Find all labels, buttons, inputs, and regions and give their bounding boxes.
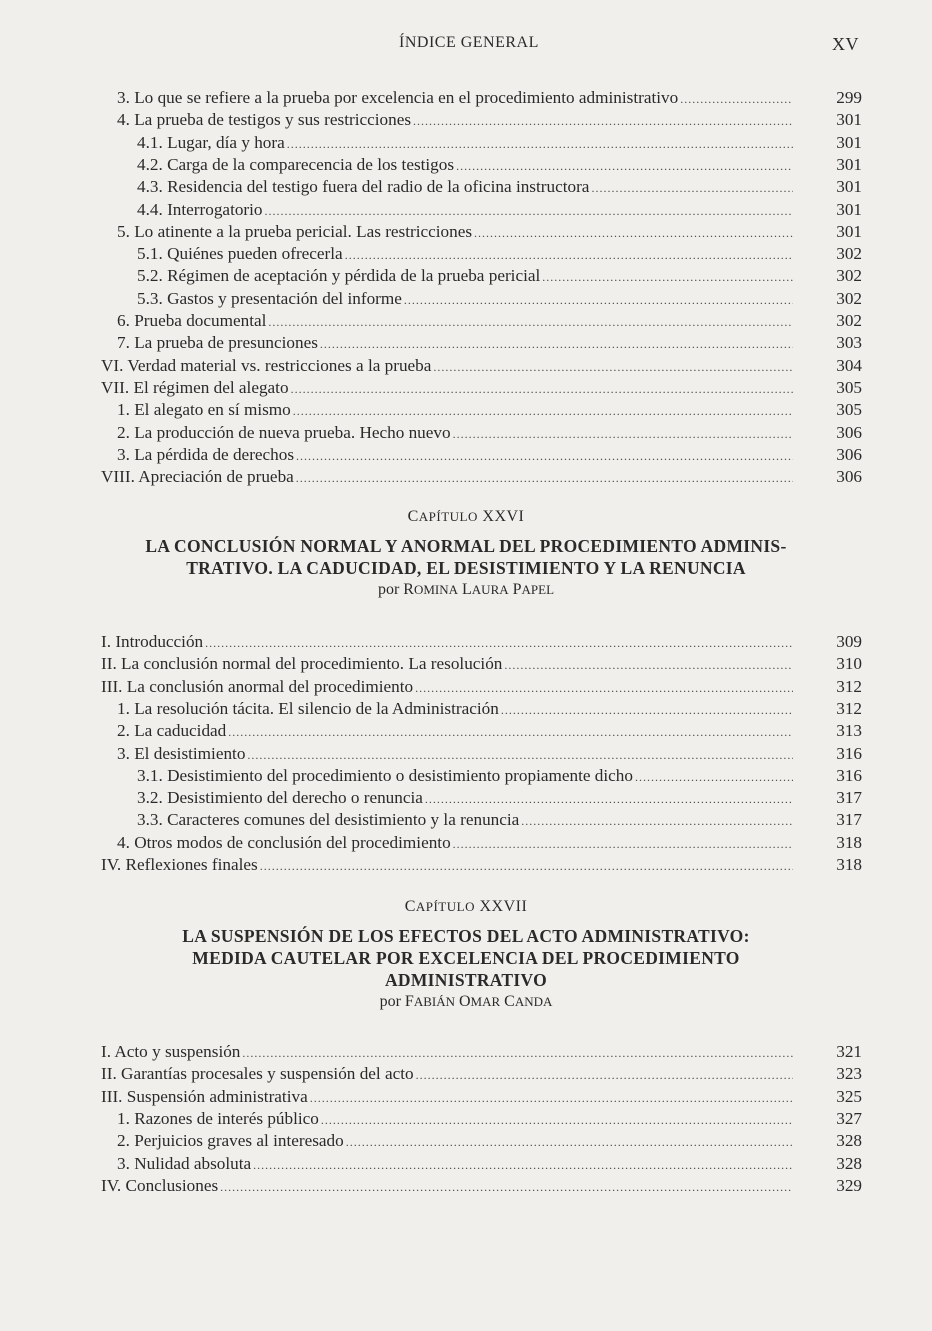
chapter-label: CAPÍTULO XXVII xyxy=(404,898,528,915)
toc-entry-label: 1. El alegato en sí mismo xyxy=(117,400,291,420)
toc-entry xyxy=(101,631,862,653)
toc-entry-page: 325 xyxy=(836,1086,862,1106)
toc-entry-label: IV. Conclusiones xyxy=(101,1175,219,1195)
chapter-author: por ROMINA LAURA PAPEL xyxy=(377,581,555,598)
toc-entry-label: 5.1. Quiénes pueden ofrecerla xyxy=(137,244,343,264)
toc-entry-page: 304 xyxy=(836,355,862,375)
toc-entry-label: 7. La prueba de presunciones xyxy=(117,333,318,353)
toc-entry-label: 4. Otros modos de conclusión del procedimiento xyxy=(117,832,451,852)
chapter-author: por FABIÁN OMAR CANDA xyxy=(379,993,553,1010)
dot-leader xyxy=(453,423,793,445)
toc-entry-label: VIII. Apreciación de prueba xyxy=(101,467,294,487)
toc-entry xyxy=(101,1063,862,1085)
dot-leader xyxy=(501,699,793,721)
dot-leader xyxy=(265,200,793,222)
toc-entry-label: VII. El régimen del alegato xyxy=(101,377,289,397)
toc-entry-page: 301 xyxy=(836,132,862,152)
toc-entry-label: 5.2. Régimen de aceptación y pérdida de la prueba pericial xyxy=(137,266,541,286)
toc-entry-page: 301 xyxy=(836,199,862,219)
toc-entry-label: III. Suspensión administrativa xyxy=(101,1086,308,1106)
toc-entry-label: 4. La prueba de testigos y sus restricciones xyxy=(117,110,412,130)
toc-entry-page: 306 xyxy=(836,422,862,442)
chapter-title: LA SUSPENSIÓN DE LOS EFECTOS DEL ACTO ADMINISTRATIVO: MEDIDA CAUTELAR POR EXCELENCIA DEL PROCEDIMIENTO ADMINISTRATIVO xyxy=(182,926,750,990)
toc-entry xyxy=(137,765,862,787)
toc-entry-page: 327 xyxy=(836,1108,862,1128)
toc-entry-page: 302 xyxy=(836,266,862,286)
toc-entry-label: 3. El desistimiento xyxy=(117,743,246,763)
toc-entry-page: 329 xyxy=(836,1175,862,1195)
dot-leader xyxy=(287,133,793,155)
dot-leader xyxy=(205,632,793,654)
dot-leader xyxy=(220,1176,793,1198)
toc-entry-page: 302 xyxy=(836,311,862,330)
chapter-xxvii-heading xyxy=(0,898,932,1011)
toc-entry-label: 2. Perjuicios graves al interesado xyxy=(117,1131,344,1151)
dot-leader xyxy=(521,810,793,832)
toc-entry xyxy=(137,809,862,831)
toc-entry-page: 301 xyxy=(836,177,862,197)
toc-entry-label: I. Introducción xyxy=(101,632,204,651)
dot-leader xyxy=(247,744,793,766)
toc-entry-page: 301 xyxy=(836,154,862,174)
toc-entry-label: 4.1. Lugar, día y hora xyxy=(137,132,285,152)
dot-leader xyxy=(425,788,793,810)
toc-entry xyxy=(137,154,862,176)
dot-leader xyxy=(260,855,793,877)
toc-entry-label: 4.2. Carga de la comparecencia de los testigos xyxy=(137,154,455,174)
toc-entry-label: 1. La resolución tácita. El silencio de la Administración xyxy=(117,698,499,718)
dot-leader xyxy=(296,467,793,489)
dot-leader xyxy=(680,88,793,110)
toc-entry xyxy=(117,1130,862,1152)
toc-entry-page: 316 xyxy=(836,743,862,763)
toc-entry-label: 3. Nulidad absoluta xyxy=(117,1153,252,1173)
toc-entry-label: 3. La pérdida de derechos xyxy=(117,444,295,464)
dot-leader xyxy=(346,1131,793,1153)
toc-entry-label: 5.3. Gastos y presentación del informe xyxy=(137,288,402,308)
toc-entry-label: VI. Verdad material vs. restricciones a la prueba xyxy=(101,355,432,375)
toc-entry-label: 3.1. Desistimiento del procedimiento o desistimiento propiamente dicho xyxy=(137,765,633,785)
toc-entry-page: 306 xyxy=(836,444,862,464)
toc-entry xyxy=(101,377,862,399)
toc-entry-page: 301 xyxy=(836,221,862,241)
toc-entry-label: 3. Lo que se refiere a la prueba por excelencia en el procedimiento administrativo xyxy=(117,88,679,107)
dot-leader xyxy=(456,155,793,177)
dot-leader xyxy=(591,177,793,199)
toc-entry-label: 3.3. Caracteres comunes del desistimiento y la renuncia xyxy=(137,810,520,830)
toc-entry xyxy=(117,310,862,332)
toc-entry xyxy=(117,332,862,354)
toc-entry-page: 317 xyxy=(836,810,862,830)
dot-leader xyxy=(542,266,793,288)
toc-entry xyxy=(137,787,862,809)
toc-entry xyxy=(117,444,862,466)
running-head-title: ÍNDICE GENERAL xyxy=(399,34,539,51)
toc-entry xyxy=(117,399,862,421)
toc-entry-page: 316 xyxy=(836,765,862,785)
dot-leader xyxy=(416,1064,793,1086)
toc-entry xyxy=(101,676,862,698)
dot-leader xyxy=(415,677,793,699)
dot-leader xyxy=(228,721,793,743)
dot-leader xyxy=(404,289,793,311)
dot-leader xyxy=(433,356,793,378)
toc-entry-page: 309 xyxy=(836,632,862,651)
dot-leader xyxy=(504,654,793,676)
dot-leader xyxy=(321,1109,793,1131)
toc-entry-label: 2. La producción de nueva prueba. Hecho nuevo xyxy=(117,422,451,442)
toc-entry-page: 318 xyxy=(836,855,862,874)
toc-entry-label: 4.4. Interrogatorio xyxy=(137,199,263,219)
toc-entry xyxy=(117,109,862,131)
toc-entry-label: 6. Prueba documental xyxy=(117,311,267,330)
toc-entry-page: 312 xyxy=(836,676,862,696)
toc-entry-label: II. Garantías procesales y suspensión del acto xyxy=(101,1064,414,1084)
toc-entry xyxy=(137,243,862,265)
toc-entry-page: 305 xyxy=(836,400,862,420)
toc-entry xyxy=(117,221,862,243)
chapter-label: CAPÍTULO XXVI xyxy=(407,508,525,525)
toc-entry xyxy=(137,288,862,310)
toc-entry xyxy=(101,854,862,876)
toc-entry xyxy=(137,265,862,287)
dot-leader xyxy=(310,1087,793,1109)
toc-entry-label: II. La conclusión normal del procedimiento. La resolución xyxy=(101,654,503,674)
dot-leader xyxy=(242,1042,793,1064)
toc-entry-page: 299 xyxy=(836,88,862,107)
toc-entry-page: 323 xyxy=(836,1064,862,1084)
dot-leader xyxy=(413,110,793,132)
dot-leader xyxy=(453,833,793,855)
dot-leader xyxy=(474,222,793,244)
toc-entry-page: 328 xyxy=(836,1131,862,1151)
dot-leader xyxy=(253,1154,793,1176)
toc-entry xyxy=(117,743,862,765)
toc-entry xyxy=(137,199,862,221)
toc-entry-label: I. Acto y suspensión xyxy=(101,1042,241,1061)
toc-entry xyxy=(117,720,862,742)
toc-entry xyxy=(101,653,862,675)
toc-entry-label: 1. Razones de interés público xyxy=(117,1108,319,1128)
toc-entry-label: 5. Lo atinente a la prueba pericial. Las restricciones xyxy=(117,221,473,241)
toc-entry-page: 313 xyxy=(836,721,862,741)
toc-entry-label: III. La conclusión anormal del procedimiento xyxy=(101,676,414,696)
chapter-xxvi-heading xyxy=(0,508,932,599)
toc-entry-page: 318 xyxy=(836,832,862,852)
toc-entry-page: 302 xyxy=(836,288,862,308)
toc-entry-page: 302 xyxy=(836,244,862,264)
toc-entry xyxy=(137,176,862,198)
toc-entry-label: 4.3. Residencia del testigo fuera del radio de la oficina instructora xyxy=(137,177,590,197)
toc-entry xyxy=(101,466,862,488)
toc-entry-page: 305 xyxy=(836,377,862,397)
toc-entry xyxy=(101,1086,862,1108)
toc-entry-page: 321 xyxy=(836,1042,862,1061)
dot-leader xyxy=(296,445,793,467)
dot-leader xyxy=(320,333,793,355)
toc-entry-label: IV. Reflexiones finales xyxy=(101,855,258,874)
toc-entry xyxy=(101,1175,862,1197)
page-number: XV xyxy=(832,34,859,54)
toc-entry xyxy=(117,422,862,444)
chapter-title: LA CONCLUSIÓN NORMAL Y ANORMAL DEL PROCEDIMIENTO ADMINIS- TRATIVO. LA CADUCIDAD, EL DESISTIMIENTO Y LA RENUNCIA xyxy=(145,536,787,578)
dot-leader xyxy=(291,378,793,400)
toc-entry-label: 3.2. Desistimiento del derecho o renuncia xyxy=(137,788,423,808)
toc-entry xyxy=(117,87,862,109)
toc-entry xyxy=(117,832,862,854)
toc-entry-page: 317 xyxy=(836,788,862,808)
dot-leader xyxy=(268,311,793,333)
toc-entry-page: 312 xyxy=(836,698,862,718)
toc-entry xyxy=(117,698,862,720)
dot-leader xyxy=(345,244,793,266)
toc-entry-page: 328 xyxy=(836,1153,862,1173)
toc-entry-page: 306 xyxy=(836,467,862,487)
toc-entry-label: 2. La caducidad xyxy=(117,721,227,741)
toc-entry-page: 310 xyxy=(836,654,862,674)
toc-entry-page: 301 xyxy=(836,110,862,130)
dot-leader xyxy=(293,400,793,422)
toc-entry xyxy=(101,355,862,377)
toc-entry xyxy=(137,132,862,154)
toc-entry xyxy=(101,1041,862,1063)
toc-entry xyxy=(117,1153,862,1175)
toc-entry-page: 303 xyxy=(836,333,862,353)
dot-leader xyxy=(635,766,793,788)
toc-entry xyxy=(117,1108,862,1130)
